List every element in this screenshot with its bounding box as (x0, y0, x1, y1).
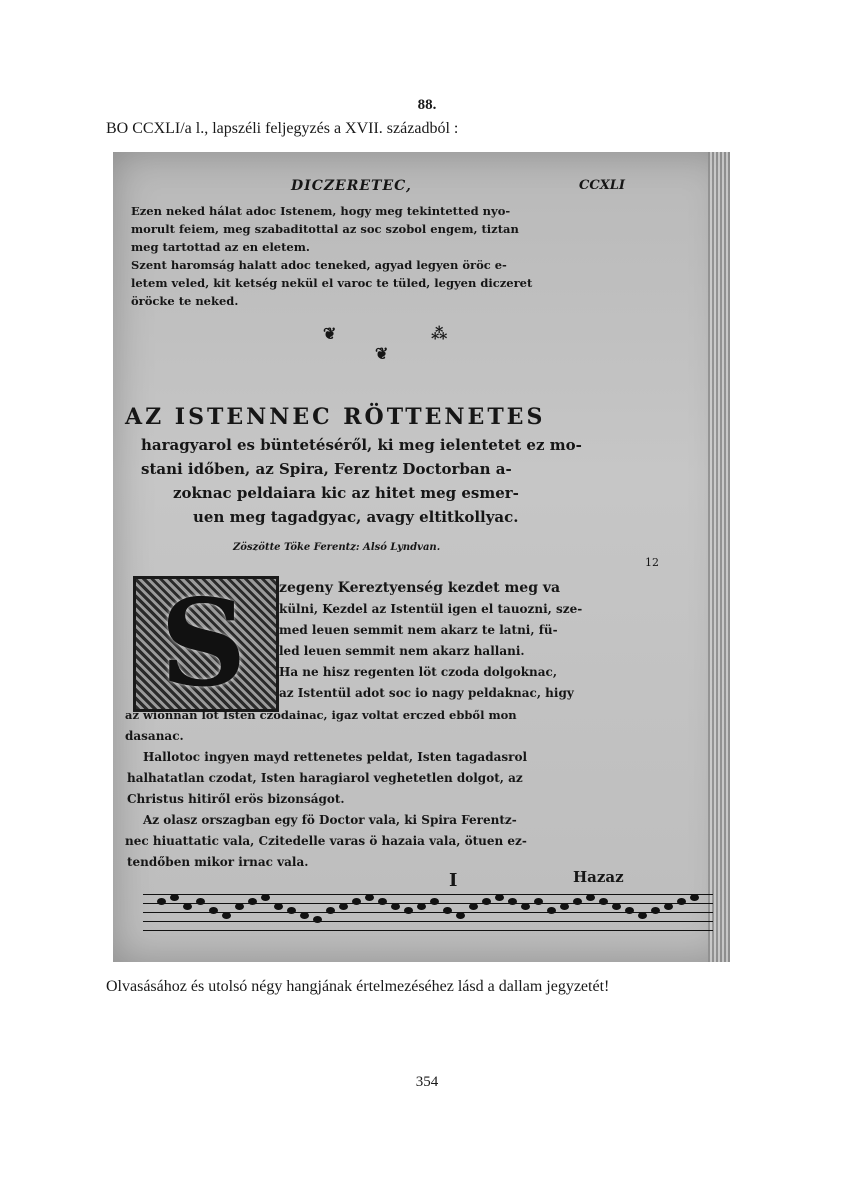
music-note (508, 898, 517, 905)
music-note (586, 894, 595, 901)
music-note (287, 907, 296, 914)
music-note (339, 903, 348, 910)
body-line: Christus hitiről erös bizonságot. (127, 792, 345, 806)
music-note (326, 907, 335, 914)
music-note (313, 916, 322, 923)
music-note (612, 903, 621, 910)
music-note (456, 912, 465, 919)
music-note (664, 903, 673, 910)
music-note (625, 907, 634, 914)
subtitle-line: zoknac peldaiara kic az hitet meg esmer- (173, 484, 519, 502)
music-note (352, 898, 361, 905)
body-line: dasanac. (125, 729, 184, 743)
paragraph-line: Szent haromság halatt adoc teneked, agyad legyen öröc e- (131, 258, 507, 272)
body-line: az wionnan löt Isten czodainac, igaz voltat erczed ebből mon (125, 708, 517, 722)
music-note (417, 903, 426, 910)
body-line: led leuen semmit nem akarz hallani. (279, 644, 525, 658)
music-staff (143, 894, 713, 932)
music-note (170, 894, 179, 901)
paragraph-line: morult feiem, meg szabaditottal az soc szobol engem, tiztan (131, 222, 519, 236)
music-note (495, 894, 504, 901)
body-line: tendőben mikor irnac vala. (127, 855, 309, 869)
paragraph-line: letem veled, kit ketség nekül el varoc te tüled, legyen diczeret (131, 276, 533, 290)
body-line: külni, Kezdel az Istentül igen el tauozni, sze- (279, 602, 583, 616)
paragraph-line: Ezen neked hálat adoc Istenem, hogy meg tekintetted nyo- (131, 204, 511, 218)
music-note (482, 898, 491, 905)
body-line: halhatatlan czodat, Isten haragiarol veghetetlen dolgot, az (127, 771, 523, 785)
decorated-initial (133, 573, 279, 714)
music-note (378, 898, 387, 905)
ornament: ❦ (323, 324, 337, 343)
bottom-note: Olvasásához és utolsó négy hangjának értelmezéséhez lásd a dallam jegyzetét! (106, 978, 610, 995)
music-note (638, 912, 647, 919)
header-number: CCXLI (579, 178, 626, 193)
scanned-page-image (113, 152, 730, 962)
music-mark: I (449, 870, 458, 891)
subtitle-line: haragyarol es büntetéséről, ki meg ielentetet ez mo- (141, 436, 582, 454)
music-note (157, 898, 166, 905)
body-line: Hallotoc ingyen mayd rettenetes peldat, Isten tagadasrol (143, 750, 527, 764)
music-label: Hazaz (573, 868, 624, 886)
subtitle-line: stani időben, az Spira, Ferentz Doctorban a- (141, 460, 512, 478)
body-line: Az olasz orszagban egy fö Doctor vala, ki Spira Ferentz- (143, 813, 517, 827)
music-note (365, 894, 374, 901)
music-note (391, 903, 400, 910)
ornament: ❦ (375, 344, 389, 363)
body-line: zegeny Kereztyenség kezdet meg va (279, 580, 561, 596)
attribution: Zöszötte Töke Ferentz: Alsó Lyndvan. (233, 542, 441, 553)
ornament: ⁂ (431, 324, 448, 343)
page-number-bottom: 354 (415, 1074, 439, 1090)
music-note (573, 898, 582, 905)
body-line: nec hiuattatic vala, Czitedelle varas ö hazaia vala, ötuen ez- (125, 834, 527, 848)
music-note (222, 912, 231, 919)
initial-letter: S (160, 573, 247, 714)
music-note (261, 894, 270, 901)
music-note (183, 903, 192, 910)
music-note (274, 903, 283, 910)
book-page-edge (708, 152, 730, 962)
body-line: med leuen semmit nem akarz te latni, fü- (279, 623, 558, 637)
subtitle-line: uen meg tagadgyac, avagy eltitkollyac. (193, 508, 519, 526)
music-note (469, 903, 478, 910)
music-note (599, 898, 608, 905)
caption: BO CCXLI/a l., lapszéli feljegyzés a XVII. századból : (106, 120, 459, 137)
main-title: AZ ISTENNEC RÖTTENETES (125, 404, 546, 430)
music-note (235, 903, 244, 910)
header-title: DICZERETEC, (291, 178, 412, 194)
music-note (521, 903, 530, 910)
music-note (534, 898, 543, 905)
music-note (690, 894, 699, 901)
page-number-top: 88. (417, 97, 437, 113)
music-note (300, 912, 309, 919)
music-note (430, 898, 439, 905)
margin-mark: 12 (645, 556, 659, 569)
body-line: az Istentül adot soc io nagy peldaknac, higy (279, 686, 574, 700)
music-note (560, 903, 569, 910)
music-note (209, 907, 218, 914)
paragraph-line: meg tartottad az en eletem. (131, 240, 310, 254)
music-note (196, 898, 205, 905)
music-note (651, 907, 660, 914)
music-note (404, 907, 413, 914)
music-note (248, 898, 257, 905)
body-line: Ha ne hisz regenten löt czoda dolgoknac, (279, 665, 558, 679)
music-note (547, 907, 556, 914)
music-note (443, 907, 452, 914)
paragraph-line: öröcke te neked. (131, 294, 239, 308)
music-note (677, 898, 686, 905)
